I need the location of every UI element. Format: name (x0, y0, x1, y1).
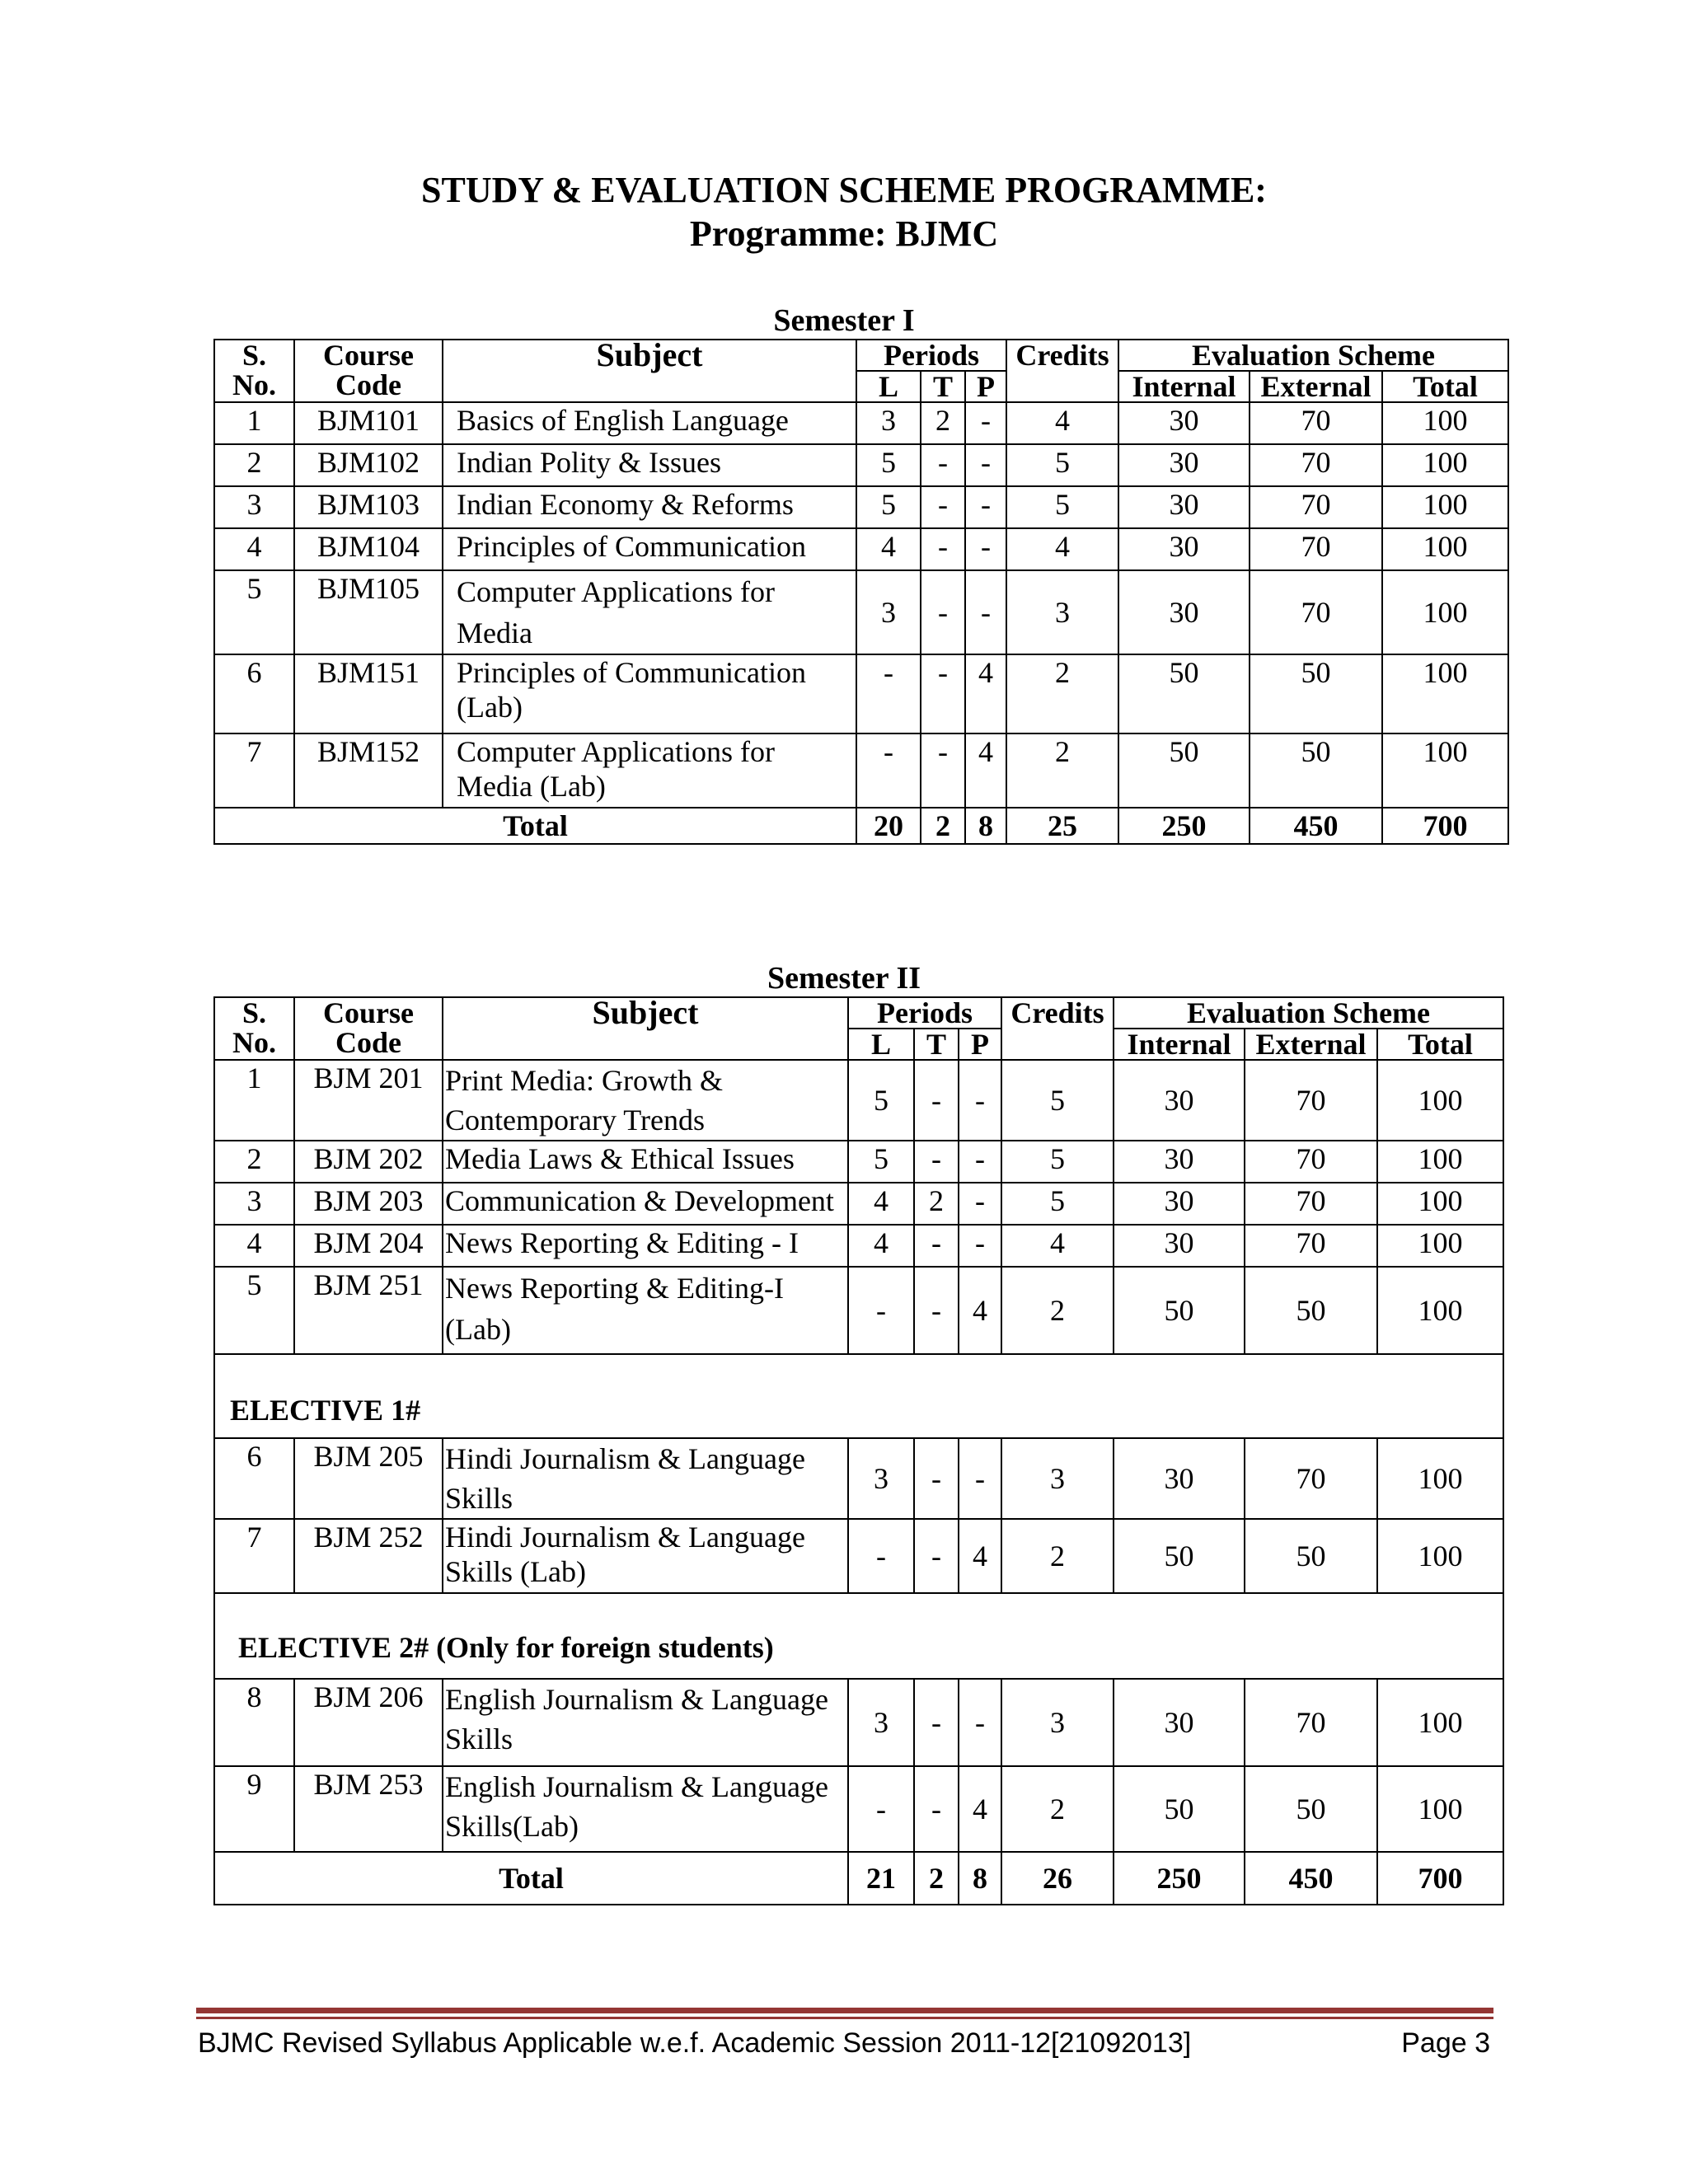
credits-cell: 5 (1006, 486, 1118, 528)
p-cell: - (965, 486, 1006, 528)
p-cell: - (959, 1141, 1001, 1183)
p-cell: - (965, 570, 1006, 654)
credits-cell: 4 (1001, 1225, 1114, 1267)
total-cell: 100 (1377, 1766, 1503, 1852)
credits-cell: 2 (1001, 1519, 1114, 1593)
credits-cell: 3 (1001, 1438, 1114, 1519)
sno-cell: 4 (214, 1225, 294, 1267)
l-cell: 4 (856, 528, 921, 570)
external-cell: 70 (1245, 1141, 1377, 1183)
internal-cell: 30 (1114, 1060, 1245, 1141)
l-cell: 5 (848, 1060, 914, 1141)
l-cell: 4 (848, 1183, 914, 1225)
internal-cell: 50 (1114, 1519, 1245, 1593)
l-cell: - (856, 654, 921, 733)
p-cell: - (959, 1060, 1001, 1141)
credits-cell: 2 (1001, 1267, 1114, 1354)
p-cell: 4 (965, 733, 1006, 808)
evaluation-scheme-header: Evaluation Scheme (1118, 340, 1508, 371)
periods-header: Periods (848, 997, 1001, 1029)
p-header: P (965, 371, 1006, 402)
external-cell: 50 (1245, 1519, 1377, 1593)
total-cell: 100 (1382, 733, 1508, 808)
sno-cell: 3 (214, 486, 294, 528)
l-header: L (848, 1029, 914, 1060)
internal-cell: 30 (1118, 528, 1250, 570)
t-cell: 2 (921, 402, 965, 444)
table-row (214, 1267, 1503, 1354)
table-row (214, 528, 1508, 570)
programme-title: Programme: BJMC (689, 213, 999, 254)
internal-cell: 30 (1118, 402, 1250, 444)
subject-cell: Indian Polity & Issues (443, 444, 856, 486)
code-cell: BJM151 (294, 654, 443, 733)
external-cell: 450 (1250, 808, 1382, 844)
credits-header: Credits (1006, 340, 1118, 402)
t-cell: - (914, 1519, 959, 1593)
table-row (214, 1519, 1503, 1593)
code-cell: BJM152 (294, 733, 443, 808)
semester-1-table (213, 339, 1509, 845)
p-cell: 8 (965, 808, 1006, 844)
subject-cell: Computer Applications for Media (Lab) (443, 733, 856, 808)
credits-cell: 25 (1006, 808, 1118, 844)
elective-2-label: ELECTIVE 2# (Only for foreign students) (214, 1593, 1503, 1679)
footer-divider-thin (196, 2017, 1493, 2019)
total-cell: 100 (1377, 1060, 1503, 1141)
internal-cell: 30 (1114, 1141, 1245, 1183)
t-cell: - (914, 1060, 959, 1141)
elective-2-row (214, 1593, 1503, 1679)
total-cell: 100 (1377, 1519, 1503, 1593)
external-cell: 70 (1250, 402, 1382, 444)
subject-cell: English Journalism & Language Skills(Lab) (443, 1766, 848, 1852)
sno-cell: 7 (214, 733, 294, 808)
external-header: External (1245, 1029, 1377, 1060)
external-header: External (1250, 371, 1382, 402)
subject-cell: Hindi Journalism & Language Skills (Lab) (443, 1519, 848, 1593)
semester-2-table (213, 996, 1504, 1905)
external-cell: 70 (1245, 1060, 1377, 1141)
p-cell: - (959, 1225, 1001, 1267)
l-cell: - (848, 1519, 914, 1593)
t-cell: 2 (921, 808, 965, 844)
elective-1-row (214, 1354, 1503, 1438)
total-cell: 100 (1377, 1225, 1503, 1267)
total-cell: 100 (1377, 1183, 1503, 1225)
internal-header: Internal (1114, 1029, 1245, 1060)
internal-cell: 30 (1114, 1679, 1245, 1766)
sno-cell: 3 (214, 1183, 294, 1225)
table-row (214, 444, 1508, 486)
table-row (214, 570, 1508, 654)
sno-cell: 5 (214, 570, 294, 654)
code-cell: BJM104 (294, 528, 443, 570)
t-cell: - (914, 1679, 959, 1766)
p-cell: - (959, 1183, 1001, 1225)
credits-cell: 4 (1006, 528, 1118, 570)
total-header: Total (1382, 371, 1508, 402)
total-cell: 700 (1377, 1852, 1503, 1905)
p-cell: - (965, 444, 1006, 486)
l-cell: 3 (856, 402, 921, 444)
total-cell: 100 (1382, 570, 1508, 654)
course-code-header: Course Code (294, 340, 443, 402)
internal-cell: 50 (1118, 654, 1250, 733)
table-row (214, 654, 1508, 733)
course-code-header: Course Code (294, 997, 443, 1060)
p-cell: 8 (959, 1852, 1001, 1905)
external-cell: 450 (1245, 1852, 1377, 1905)
code-cell: BJM 252 (294, 1519, 443, 1593)
table-row (214, 486, 1508, 528)
t-cell: - (914, 1141, 959, 1183)
credits-cell: 3 (1006, 570, 1118, 654)
subject-header: Subject (443, 340, 856, 402)
l-cell: 5 (848, 1141, 914, 1183)
table-row (214, 1141, 1503, 1183)
credits-cell: 2 (1006, 654, 1118, 733)
credits-cell: 2 (1001, 1766, 1114, 1852)
internal-cell: 50 (1118, 733, 1250, 808)
table-row (214, 402, 1508, 444)
code-cell: BJM101 (294, 402, 443, 444)
subject-cell: News Reporting & Editing-I (Lab) (443, 1267, 848, 1354)
p-cell: - (959, 1679, 1001, 1766)
credits-cell: 26 (1001, 1852, 1114, 1905)
total-cell: 100 (1377, 1679, 1503, 1766)
t-cell: 2 (914, 1183, 959, 1225)
t-cell: - (921, 570, 965, 654)
code-cell: BJM 206 (294, 1679, 443, 1766)
t-cell: - (914, 1766, 959, 1852)
l-cell: 20 (856, 808, 921, 844)
p-cell: - (965, 402, 1006, 444)
page-number: Page 3 (1401, 2027, 1490, 2059)
t-cell: 2 (914, 1852, 959, 1905)
p-cell: - (965, 528, 1006, 570)
l-cell: 4 (848, 1225, 914, 1267)
sno-header: S. No. (214, 997, 294, 1060)
credits-cell: 4 (1006, 402, 1118, 444)
sno-cell: 9 (214, 1766, 294, 1852)
subject-cell: Computer Applications for Media (443, 570, 856, 654)
l-header: L (856, 371, 921, 402)
l-cell: 5 (856, 486, 921, 528)
external-cell: 70 (1245, 1183, 1377, 1225)
internal-cell: 30 (1118, 570, 1250, 654)
external-cell: 50 (1250, 733, 1382, 808)
external-cell: 70 (1245, 1225, 1377, 1267)
elective-1-label: ELECTIVE 1# (214, 1354, 1503, 1438)
total-header: Total (1377, 1029, 1503, 1060)
p-cell: 4 (965, 654, 1006, 733)
external-cell: 70 (1250, 528, 1382, 570)
external-cell: 50 (1245, 1766, 1377, 1852)
internal-cell: 30 (1114, 1225, 1245, 1267)
sno-header: S. No. (214, 340, 294, 402)
total-label: Total (214, 808, 856, 844)
table-header-row (214, 340, 1508, 371)
total-row (214, 1852, 1503, 1905)
sno-cell: 1 (214, 1060, 294, 1141)
t-header: T (921, 371, 965, 402)
t-cell: - (921, 654, 965, 733)
total-cell: 100 (1377, 1141, 1503, 1183)
total-cell: 100 (1377, 1267, 1503, 1354)
footer-divider (196, 2008, 1493, 2013)
internal-cell: 250 (1114, 1852, 1245, 1905)
sno-cell: 4 (214, 528, 294, 570)
credits-header: Credits (1001, 997, 1114, 1060)
external-cell: 70 (1250, 444, 1382, 486)
subject-cell: Communication & Development (443, 1183, 848, 1225)
sno-cell: 2 (214, 1141, 294, 1183)
t-cell: - (914, 1438, 959, 1519)
code-cell: BJM 202 (294, 1141, 443, 1183)
subject-cell: Hindi Journalism & Language Skills (443, 1438, 848, 1519)
internal-header: Internal (1118, 371, 1250, 402)
credits-cell: 3 (1001, 1679, 1114, 1766)
t-cell: - (921, 486, 965, 528)
l-cell: 3 (856, 570, 921, 654)
external-cell: 70 (1250, 486, 1382, 528)
l-cell: 5 (856, 444, 921, 486)
t-header: T (914, 1029, 959, 1060)
sno-cell: 2 (214, 444, 294, 486)
total-row (214, 808, 1508, 844)
internal-cell: 30 (1114, 1438, 1245, 1519)
sno-cell: 1 (214, 402, 294, 444)
total-cell: 100 (1377, 1438, 1503, 1519)
t-cell: - (921, 444, 965, 486)
credits-cell: 5 (1006, 444, 1118, 486)
sno-cell: 5 (214, 1267, 294, 1354)
subject-cell: Indian Economy & Reforms (443, 486, 856, 528)
evaluation-scheme-header: Evaluation Scheme (1114, 997, 1503, 1029)
l-cell: - (848, 1267, 914, 1354)
table-row (214, 1225, 1503, 1267)
total-cell: 100 (1382, 402, 1508, 444)
p-cell: 4 (959, 1267, 1001, 1354)
t-cell: - (914, 1225, 959, 1267)
total-cell: 700 (1382, 808, 1508, 844)
l-cell: 21 (848, 1852, 914, 1905)
semester-1-title: Semester I (773, 303, 915, 338)
t-cell: - (921, 528, 965, 570)
p-header: P (959, 1029, 1001, 1060)
sno-cell: 6 (214, 1438, 294, 1519)
credits-cell: 5 (1001, 1141, 1114, 1183)
sno-cell: 7 (214, 1519, 294, 1593)
credits-cell: 5 (1001, 1183, 1114, 1225)
internal-cell: 250 (1118, 808, 1250, 844)
code-cell: BJM103 (294, 486, 443, 528)
p-cell: 4 (959, 1766, 1001, 1852)
total-cell: 100 (1382, 528, 1508, 570)
l-cell: - (856, 733, 921, 808)
internal-cell: 30 (1114, 1183, 1245, 1225)
code-cell: BJM 204 (294, 1225, 443, 1267)
code-cell: BJM 251 (294, 1267, 443, 1354)
code-cell: BJM 201 (294, 1060, 443, 1141)
table-row (214, 1679, 1503, 1766)
sno-cell: 6 (214, 654, 294, 733)
code-cell: BJM 205 (294, 1438, 443, 1519)
code-cell: BJM 253 (294, 1766, 443, 1852)
l-cell: - (848, 1766, 914, 1852)
subject-header: Subject (443, 997, 848, 1060)
subject-cell: English Journalism & Language Skills (443, 1679, 848, 1766)
table-header-row (214, 997, 1503, 1029)
credits-cell: 2 (1006, 733, 1118, 808)
sno-cell: 8 (214, 1679, 294, 1766)
periods-header: Periods (856, 340, 1006, 371)
p-cell: 4 (959, 1519, 1001, 1593)
total-cell: 100 (1382, 486, 1508, 528)
subject-cell: Basics of English Language (443, 402, 856, 444)
subject-cell: Principles of Communication (Lab) (443, 654, 856, 733)
total-label: Total (214, 1852, 848, 1905)
external-cell: 70 (1245, 1679, 1377, 1766)
credits-cell: 5 (1001, 1060, 1114, 1141)
page-title: STUDY & EVALUATION SCHEME PROGRAMME: (421, 170, 1267, 210)
total-cell: 100 (1382, 654, 1508, 733)
internal-cell: 30 (1118, 444, 1250, 486)
code-cell: BJM 203 (294, 1183, 443, 1225)
t-cell: - (921, 733, 965, 808)
table-row (214, 733, 1508, 808)
external-cell: 50 (1250, 654, 1382, 733)
table-row (214, 1766, 1503, 1852)
subject-cell: Principles of Communication (443, 528, 856, 570)
t-cell: - (914, 1267, 959, 1354)
external-cell: 70 (1245, 1438, 1377, 1519)
l-cell: 3 (848, 1679, 914, 1766)
external-cell: 70 (1250, 570, 1382, 654)
code-cell: BJM105 (294, 570, 443, 654)
subject-cell: Media Laws & Ethical Issues (443, 1141, 848, 1183)
semester-2-title: Semester II (767, 961, 921, 996)
footer-syllabus-note: BJMC Revised Syllabus Applicable w.e.f. Academic Session 2011-12[21092013] (198, 2027, 1192, 2059)
subject-cell: Print Media: Growth & Contemporary Trends (443, 1060, 848, 1141)
table-row (214, 1438, 1503, 1519)
external-cell: 50 (1245, 1267, 1377, 1354)
table-row (214, 1060, 1503, 1141)
internal-cell: 30 (1118, 486, 1250, 528)
internal-cell: 50 (1114, 1267, 1245, 1354)
subject-cell: News Reporting & Editing - I (443, 1225, 848, 1267)
total-cell: 100 (1382, 444, 1508, 486)
internal-cell: 50 (1114, 1766, 1245, 1852)
l-cell: 3 (848, 1438, 914, 1519)
table-row (214, 1183, 1503, 1225)
code-cell: BJM102 (294, 444, 443, 486)
p-cell: - (959, 1438, 1001, 1519)
